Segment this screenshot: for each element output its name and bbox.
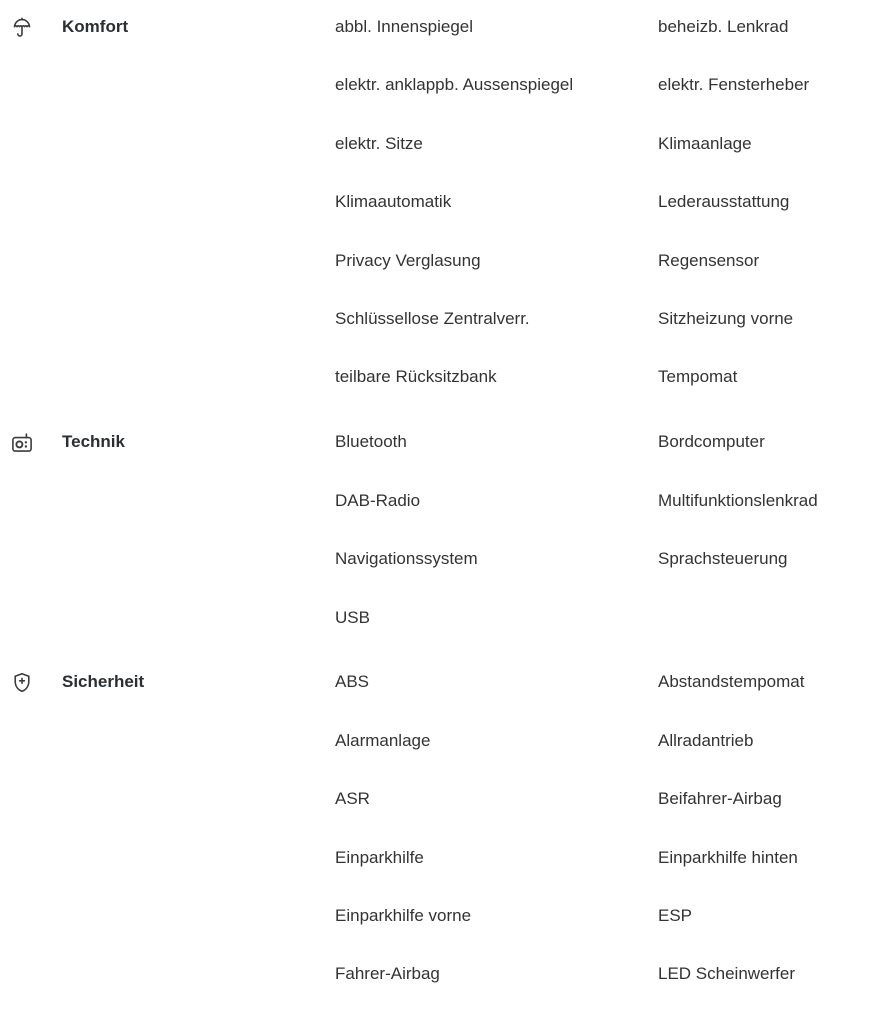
section-title-technik: Technik (62, 432, 125, 452)
feature-item: Einparkhilfe vorne (335, 906, 472, 926)
section-technik (10, 430, 884, 664)
section-title-komfort: Komfort (62, 17, 129, 36)
section-sicherheit (10, 670, 884, 1020)
feature-column-1 (335, 430, 658, 664)
feature-item: ESP (658, 906, 693, 926)
feature-item: Einparkhilfe (335, 847, 424, 867)
feature-item: Klimaanlage (658, 133, 752, 153)
radio-icon (10, 431, 34, 455)
feature-item: elektr. anklappb. Aussenspiegel (335, 75, 574, 95)
feature-item: beheizb. Lenkrad (658, 17, 789, 36)
feature-item: Sitzheizung vorne (658, 308, 794, 328)
feature-item: ASR (335, 789, 370, 809)
feature-item: USB (335, 607, 370, 627)
feature-item: Privacy Verglasung (335, 250, 481, 270)
feature-column-2 (658, 670, 884, 1020)
feature-item: LED Scheinwerfer (658, 964, 796, 984)
feature-column-2 (658, 430, 884, 664)
feature-item: Allradantrieb (658, 730, 754, 750)
feature-item: Schlüssellose Zentralverr. (335, 308, 530, 328)
feature-item: ABS (335, 672, 370, 692)
feature-item: Regensensor (658, 250, 760, 270)
feature-item: Tempomat (658, 367, 738, 387)
feature-item: Fahrer-Airbag (335, 964, 440, 984)
feature-item: teilbare Rücksitzbank (335, 367, 497, 387)
feature-item: Beifahrer-Airbag (658, 789, 782, 809)
feature-item: Abstandstempomat (658, 672, 805, 692)
section-komfort (10, 15, 884, 424)
feature-item: abbl. Innenspiegel (335, 17, 474, 36)
feature-item: Klimaautomatik (335, 192, 452, 212)
feature-item: Alarmanlage (335, 730, 431, 750)
umbrella-icon (10, 16, 34, 40)
feature-item: Lederausstattung (658, 192, 790, 212)
feature-item: Multifunktionslenkrad (658, 490, 818, 510)
feature-item: elektr. Fensterheber (658, 75, 810, 95)
feature-item: Einparkhilfe hinten (658, 847, 798, 867)
shield-plus-icon (10, 671, 34, 695)
feature-item: elektr. Sitze (335, 133, 423, 153)
feature-item: Bordcomputer (658, 432, 765, 452)
feature-item: Navigationssystem (335, 549, 478, 569)
feature-column-1 (335, 15, 658, 424)
feature-item: DAB-Radio (335, 490, 421, 510)
feature-column-2 (658, 15, 884, 424)
features-technik (335, 430, 884, 664)
section-title-sicherheit: Sicherheit (62, 672, 145, 692)
features-sicherheit (335, 670, 884, 1020)
feature-item: Bluetooth (335, 432, 407, 452)
feature-column-1 (335, 670, 658, 1020)
features-komfort (335, 15, 884, 424)
feature-item: Sprachsteuerung (658, 549, 788, 569)
